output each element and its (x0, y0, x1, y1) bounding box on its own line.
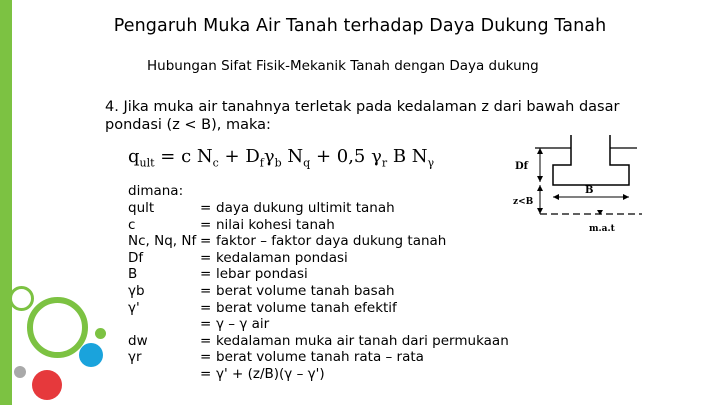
def-symbol: γb (128, 282, 145, 299)
z-arrow-bottom (537, 208, 543, 214)
b-arrow-left (553, 194, 559, 200)
def-equals: = (200, 316, 212, 333)
def-symbol: Df (128, 249, 144, 266)
decor-circle-green-large (27, 297, 88, 358)
def-text: berat volume tanah efektif (216, 299, 397, 316)
decor-circle-red (32, 370, 62, 400)
dimana-label: dimana: (128, 183, 184, 199)
slide-subtitle: Hubungan Sifat Fisik-Mekanik Tanah dengan Daya dukung (147, 58, 539, 74)
def-symbol: c (128, 216, 136, 233)
def-equals: = (200, 282, 212, 299)
def-symbol: γr (128, 349, 142, 366)
def-symbol: Nc, Nq, Nf (128, 233, 197, 250)
slide-title: Pengaruh Muka Air Tanah terhadap Daya Dukung Tanah (113, 16, 607, 36)
z-label: z<B (513, 197, 534, 207)
def-equals: = (200, 200, 212, 216)
b-arrow-right (623, 194, 629, 200)
decor-circle-green-small (9, 286, 34, 311)
def-equals: = (200, 365, 212, 382)
def-text: γ' + (z/B)(γ – γ') (216, 365, 325, 382)
decor-circle-gray (14, 366, 26, 378)
def-text: berat volume tanah rata – rata (216, 349, 424, 366)
def-text: daya dukung ultimit tanah (216, 200, 395, 216)
mat-label: m.a.t (589, 224, 615, 234)
bearing-capacity-formula: $q_{ult} = c$ $N_c + D_f\gamma_b$ $N_q + 0,5$ $\gamma_r$ B $N_\gamma$ (128, 146, 435, 170)
def-text: faktor – faktor daya dukung tanah (216, 233, 447, 250)
def-equals: = (200, 233, 212, 250)
def-text: kedalaman pondasi (216, 249, 348, 266)
df-arrow-bottom (537, 176, 543, 182)
def-symbol: qult (128, 200, 155, 216)
df-arrow-top (537, 148, 543, 154)
intro-text: 4. Jika muka air tanahnya terletak pada kedalaman z dari bawah dasar pondasi (z < B), maka: (105, 99, 620, 133)
b-label: B (585, 185, 594, 196)
def-equals: = (200, 249, 212, 266)
def-equals: = (200, 299, 212, 316)
def-text: kedalaman muka air tanah dari permukaan (216, 332, 509, 349)
def-equals: = (200, 332, 212, 349)
def-text: berat volume tanah basah (216, 282, 395, 299)
foundation-outline (553, 135, 629, 185)
def-symbol: dw (128, 332, 148, 349)
df-label: Df (515, 161, 528, 172)
def-text: γ – γ air (216, 316, 270, 333)
def-equals: = (200, 266, 212, 283)
def-text: lebar pondasi (216, 266, 308, 283)
foundation-diagram (505, 130, 645, 240)
z-arrow-top (537, 185, 543, 191)
decor-circle-blue (79, 343, 103, 367)
def-text: nilai kohesi tanah (216, 216, 335, 233)
def-symbol: γ' (128, 299, 140, 316)
def-equals: = (200, 216, 212, 233)
left-accent-bar (0, 0, 12, 405)
def-symbol: B (128, 266, 138, 283)
def-equals: = (200, 349, 212, 366)
decor-circle-green-tiny (95, 328, 106, 339)
